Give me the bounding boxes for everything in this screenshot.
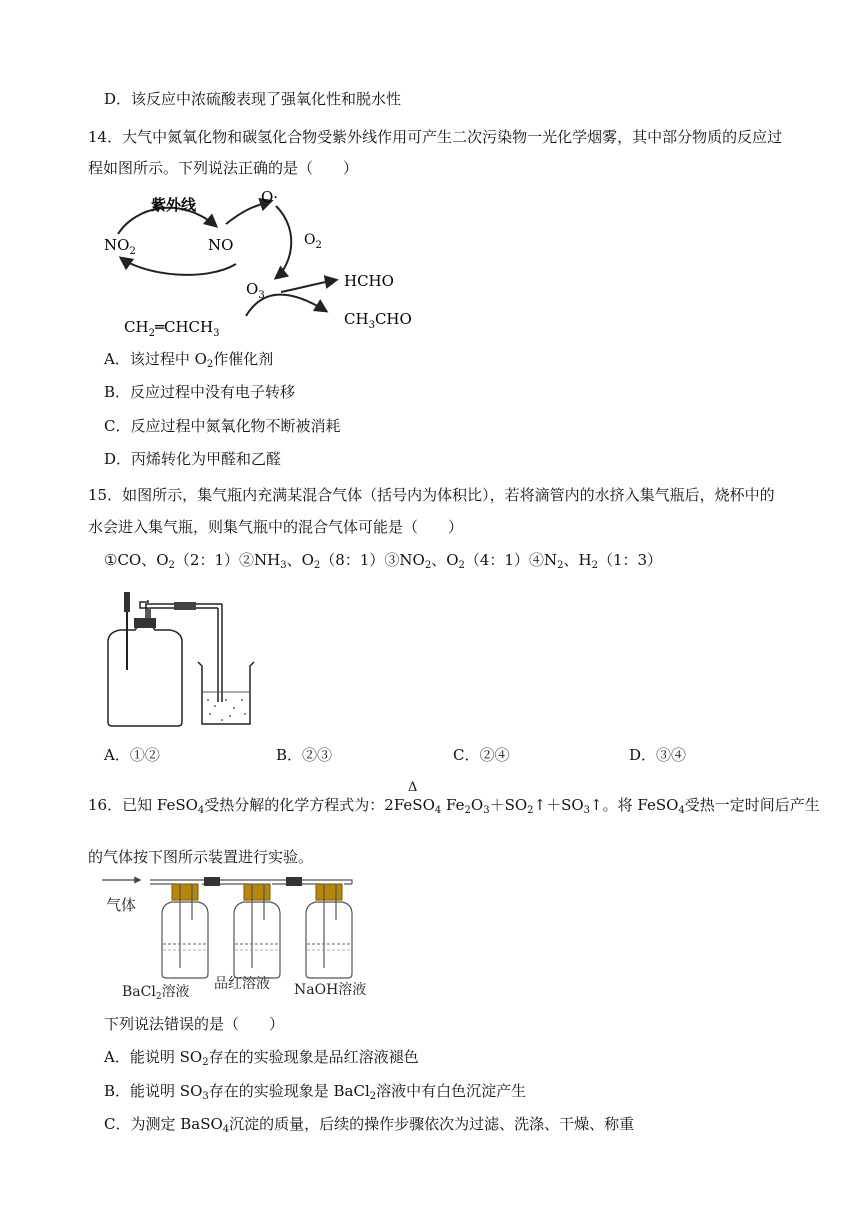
ch3cho-label: $CH_3CHO$ [344, 310, 412, 331]
o3-label: $O_3$ [246, 280, 265, 301]
q14-option-b: B．反应过程中没有电子转移 [104, 383, 296, 401]
no-label: NO [208, 236, 234, 254]
q14-option-c: C．反应过程中氮氧化物不断被消耗 [104, 417, 341, 435]
q14-option-d: D．丙烯转化为甲醛和乙醛 [104, 450, 282, 468]
no2-label: $NO_2$ [104, 236, 136, 257]
three-bottle-apparatus [100, 870, 380, 1002]
hcho-label: HCHO [344, 272, 394, 290]
q13-option-d: D．该反应中浓硫酸表现了强氧化性和脱水性 [104, 90, 402, 108]
bottle1-label: BaCl$_2$溶液 [122, 984, 190, 1002]
q14-stem-line1: 14．大气中氮氧化物和碳氢化合物受紫外线作用可产生二次污染物一光化学烟雾，其中部分物质的反应过 [88, 128, 783, 146]
q14-stem-line2: 程如图所示。下列说法正确的是（ ） [88, 159, 359, 177]
propene-label: $CH_2═CHCH_3$ [124, 318, 220, 339]
uv-label: 紫外线 [151, 196, 197, 214]
o-radical-label: O· [261, 188, 279, 206]
bottle3-label: NaOH溶液 [294, 982, 367, 998]
q16-stem-line2: 的气体按下图所示装置进行实验。 [88, 848, 314, 866]
q16-question: 下列说法错误的是（ ） [104, 1015, 285, 1033]
q14-option-a: A．该过程中 $O_2$作催化剂 [104, 350, 274, 370]
q15-option-b: B．②③ [276, 746, 333, 764]
q15-stem-line2: 水会进入集气瓶，则集气瓶中的混合气体可能是（ ） [88, 518, 464, 536]
q15-option-a: A．①② [104, 746, 160, 764]
gas-label: 气体 [106, 896, 137, 914]
gas-bottle-beaker-diagram [100, 582, 280, 732]
photochemical-smog-diagram [96, 186, 436, 344]
q16-option-c: C．为测定 BaSO$_4$沉淀的质量，后续的操作步骤依次为过滤、洗涤、干燥、称重 [104, 1115, 635, 1135]
q15-option-c: C．②④ [453, 746, 510, 764]
q16-option-b: B．能说明 $SO_3$存在的实验现象是 BaCl$_2$溶液中有白色沉淀产生 [104, 1082, 527, 1102]
q16-stem-line1: 16．已知 FeSO$_4$受热分解的化学方程式为：2FeSO$_4$ $Fe_2O_3+SO_2↑+SO_3↑$。将 FeSO$_4$受热一定时间后产生 [88, 796, 820, 816]
heat-symbol: Δ [408, 780, 418, 795]
o2-label: $O_2$ [304, 232, 322, 251]
q16-option-a: A．能说明 $SO_2$存在的实验现象是品红溶液褪色 [104, 1048, 419, 1068]
q15-mixtures: ①CO、$O_2(2$：$1)②NH_3$、$O_2(8$：$1)③NO_2$、$O_2(4$：$1)④N_2$、$H_2(1$：3） [104, 551, 663, 571]
q15-stem-line1: 15．如图所示，集气瓶内充满某混合气体（括号内为体积比），若将滴管内的水挤入集气瓶后，烧杯中的 [88, 486, 775, 504]
bottle2-label: 品红溶液 [214, 976, 270, 992]
q15-option-d: D．③④ [629, 746, 687, 764]
